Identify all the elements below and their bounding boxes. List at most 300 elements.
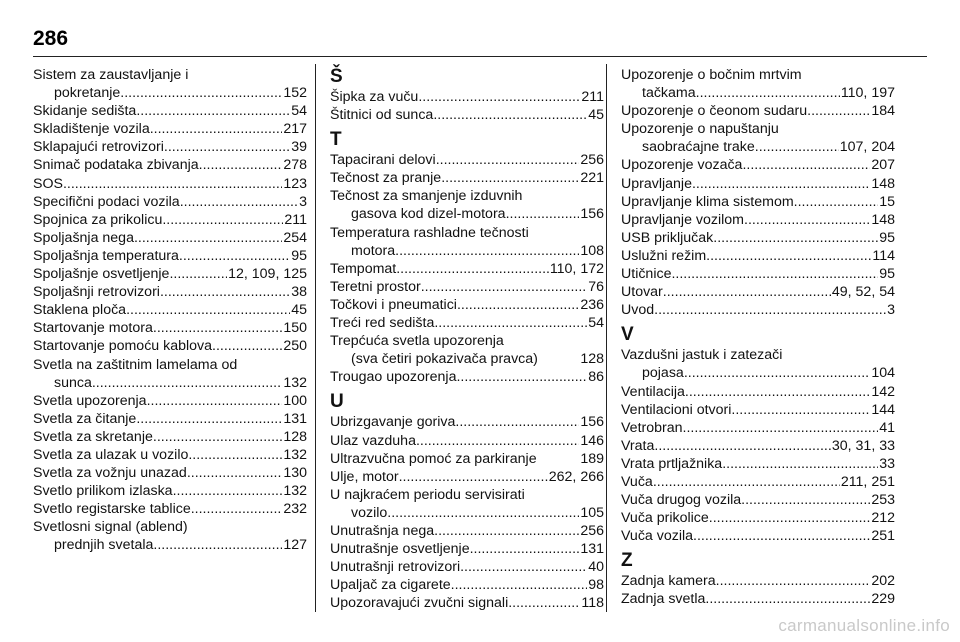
page-reference: 251: [871, 528, 895, 545]
index-entry: [330, 332, 604, 368]
entry-heading-line: Svetlosni signal (ablend): [33, 519, 188, 536]
dot-leader: [755, 138, 839, 156]
entry-heading-line: Sistem za zaustavljanje i: [33, 67, 189, 83]
entry-term: Upaljač za cigarete: [330, 577, 451, 594]
index-entry: [33, 356, 307, 392]
section-letter: Š: [330, 66, 343, 87]
entry-line: [33, 283, 307, 301]
dot-leader: [684, 364, 871, 382]
index-entry: [330, 558, 604, 576]
watermark: carmanualsonline.info: [778, 616, 950, 635]
section-letter: U: [330, 391, 344, 413]
dot-leader: [654, 301, 886, 319]
index-entry: [621, 346, 895, 382]
dot-leader: [147, 392, 283, 410]
page-reference: 156: [580, 206, 604, 223]
entry-term: Točkovi i pneumatici: [330, 296, 457, 313]
page-reference: 254: [283, 229, 307, 246]
dot-leader: [212, 337, 282, 355]
index-entry: [621, 265, 895, 283]
entry-term: Vuča: [621, 473, 653, 490]
entry-line: [330, 260, 604, 278]
entry-line: [330, 205, 604, 223]
entry-term: Upozorenje vozača: [621, 157, 743, 174]
index-entry: [33, 283, 307, 301]
entry-term: Ventilacija: [621, 383, 685, 400]
entry-line: [33, 138, 307, 156]
index-entry: [330, 486, 604, 522]
index-entry: [621, 527, 895, 545]
entry-line: [330, 522, 604, 540]
entry-line: [33, 446, 307, 464]
entry-term: Svetla za skretanje: [33, 428, 153, 445]
dot-leader: [153, 536, 282, 554]
header-rule: [33, 56, 927, 57]
index-entry: [33, 518, 307, 554]
entry-term: Vrata prtljažnika: [621, 455, 723, 472]
entry-heading-line: Vazdušni jastuk i zatezači: [621, 347, 783, 364]
dot-leader: [731, 401, 870, 419]
entry-term: Štitnici od sunca: [330, 107, 434, 124]
page-reference: 39: [291, 139, 307, 156]
entry-line: [621, 590, 895, 608]
entry-term: Utovar: [621, 284, 663, 301]
entry-term: Spoljašnja temperatura: [33, 247, 179, 264]
entry-line: [621, 301, 895, 319]
entry-term: saobraćajne trake: [642, 139, 755, 156]
dot-leader: [179, 247, 290, 265]
entry-term: Tečnost za pranje: [330, 170, 442, 187]
entry-term: Ulaz vazduha: [330, 432, 416, 449]
entry-term: Svetlo registarske tablice: [33, 501, 191, 518]
index-entry: [33, 482, 307, 500]
index-entry: [33, 66, 307, 102]
page-reference: 105: [580, 504, 604, 521]
index-entry: [33, 102, 307, 120]
page-reference: 118: [581, 595, 604, 612]
page-reference: 236: [580, 296, 604, 313]
page-reference: 221: [580, 170, 604, 187]
page-number: 286: [33, 27, 69, 50]
dot-leader: [173, 482, 283, 500]
dot-leader: [705, 590, 870, 608]
page-reference: 132: [283, 483, 307, 500]
page-reference: 148: [871, 175, 895, 192]
entry-line: [33, 428, 307, 446]
index-entry: [621, 491, 895, 509]
entry-line: [621, 572, 895, 590]
entry-term: (sva četiri pokazivača pravca): [351, 351, 538, 368]
entry-line: [330, 413, 604, 431]
page-reference: 98: [588, 577, 604, 594]
entry-term: Tempomat: [330, 260, 397, 277]
page-reference: 3: [887, 302, 895, 319]
page-reference: 95: [879, 229, 895, 246]
page-reference: 150: [283, 320, 307, 337]
index-entry: [330, 450, 604, 468]
entry-line: [330, 368, 604, 386]
page-reference: 207: [871, 157, 895, 174]
page-reference: 54: [291, 103, 307, 120]
page-reference: 114: [872, 247, 895, 264]
entry-line: [330, 594, 604, 612]
page-reference: 256: [580, 522, 604, 539]
page-reference: 211, 251: [840, 473, 895, 490]
entry-term: Startovanje motora: [33, 320, 153, 337]
entry-term: Vetrobran: [621, 419, 683, 436]
entry-term: Spoljašnje osvetljenje: [33, 266, 170, 283]
page-reference: 148: [871, 211, 895, 228]
dot-leader: [741, 491, 870, 509]
entry-line: [330, 314, 604, 332]
entry-term: Upozoravajući zvučni signali: [330, 595, 509, 612]
entry-term: Trougao upozorenja: [330, 369, 457, 386]
index-entry: [33, 319, 307, 337]
index-entry: [621, 301, 895, 319]
entry-term: Ventilacioni otvori: [621, 401, 732, 418]
page-reference: 15: [879, 193, 895, 210]
dot-leader: [470, 540, 580, 558]
dot-leader: [126, 301, 290, 319]
entry-line: [621, 84, 895, 102]
entry-term: Unutrašnji retrovizori: [330, 559, 461, 576]
entry-line: [621, 193, 895, 211]
dot-leader: [150, 120, 283, 138]
entry-line: [330, 88, 604, 106]
index-entry: [330, 187, 604, 223]
entry-heading-line: Svetla na zaštitnim lamelama od: [33, 356, 238, 373]
dot-leader: [136, 410, 282, 428]
index-entry: [33, 175, 307, 193]
entry-line: [33, 337, 307, 355]
page-reference: 253: [871, 492, 895, 509]
section-letter: T: [330, 129, 342, 151]
page-reference: 156: [580, 414, 604, 431]
index-entry: [33, 410, 307, 428]
entry-line: [33, 536, 307, 554]
dot-leader: [153, 428, 282, 446]
index-entry: [621, 102, 895, 120]
entry-term: Utičnice: [621, 266, 672, 283]
entry-line: [330, 151, 604, 169]
entry-term: Tapacirani delovi: [330, 152, 436, 169]
index-entry: [330, 540, 604, 558]
index-entry: [33, 247, 307, 265]
entry-heading-line: Tečnost za smanjenje izduvnih: [330, 188, 523, 205]
index-entry: [330, 468, 604, 486]
entry-heading-line: U najkraćem periodu servisirati: [330, 486, 525, 503]
dot-leader: [191, 500, 283, 518]
entry-line: [33, 482, 307, 500]
entry-term: Skidanje sedišta: [33, 103, 137, 120]
dot-leader: [416, 432, 579, 450]
page-reference: 45: [291, 302, 307, 319]
page-reference: 211: [284, 211, 307, 228]
index-entry: [621, 473, 895, 491]
entry-line: [621, 509, 895, 527]
index-entry: [330, 576, 604, 594]
dot-leader: [713, 229, 878, 247]
page-reference: 110, 172: [549, 260, 604, 277]
index-entry: [33, 464, 307, 482]
dot-leader: [169, 265, 227, 283]
dot-leader: [654, 437, 830, 455]
page-reference: 95: [879, 266, 895, 283]
entry-term: Šipka za vuču: [330, 89, 419, 105]
dot-leader: [506, 205, 580, 223]
entry-line: [33, 392, 307, 410]
index-entry: [33, 211, 307, 229]
entry-line: [621, 102, 895, 120]
dot-leader: [421, 278, 588, 296]
entry-line: [33, 374, 307, 392]
page-reference: 33: [879, 455, 895, 472]
index-column-3: [621, 66, 895, 609]
entry-term: motora: [351, 242, 396, 259]
entry-term: Sklapajući retrovizori: [33, 139, 164, 156]
entry-term: Spojnica za prikolicu: [33, 211, 163, 228]
index-entry: [330, 224, 604, 260]
index-entry: [621, 437, 895, 455]
index-entry: [33, 428, 307, 446]
page-reference: 40: [588, 559, 604, 576]
entry-line: [33, 247, 307, 265]
dot-leader: [508, 594, 580, 612]
entry-term: Zadnja svetla: [621, 591, 706, 608]
entry-term: Vrata: [621, 437, 655, 454]
entry-line: [33, 211, 307, 229]
index-column-1: [33, 66, 307, 555]
dot-leader: [162, 211, 283, 229]
page-reference: 107, 204: [839, 139, 895, 156]
page-reference: 256: [580, 152, 604, 169]
index-entry: [621, 175, 895, 193]
index-entry: [330, 106, 604, 124]
entry-term: vozilo: [351, 504, 388, 521]
page-reference: 278: [283, 157, 307, 174]
entry-term: Upravljanje: [621, 175, 692, 192]
page-reference: 250: [283, 338, 307, 355]
entry-line: [330, 432, 604, 450]
page-reference: 146: [580, 432, 604, 449]
entry-term: Spoljašnja nega: [33, 229, 134, 246]
dot-leader: [709, 509, 871, 527]
page-reference: 45: [588, 107, 604, 124]
index-entry: [621, 247, 895, 265]
dot-leader: [683, 419, 879, 437]
dot-leader: [399, 468, 548, 486]
entry-line: [330, 296, 604, 314]
entry-line: [33, 229, 307, 247]
dot-leader: [455, 413, 579, 431]
page-reference: 41: [879, 419, 895, 436]
entry-line: [33, 156, 307, 174]
entry-line: [621, 175, 895, 193]
dot-leader: [671, 265, 878, 283]
index-entry: [330, 260, 604, 278]
entry-term: Uslužni režim: [621, 247, 707, 264]
entry-term: tačkama: [642, 85, 696, 102]
entry-term: Svetla za čitanje: [33, 410, 137, 427]
entry-line: [621, 491, 895, 509]
entry-term: Ubrizgavanje goriva: [330, 414, 456, 431]
dot-leader: [418, 88, 580, 106]
entry-term: Unutrašnje osvetljenje: [330, 541, 470, 558]
index-entry: [33, 392, 307, 410]
entry-line: [330, 576, 604, 594]
entry-term: pokretanje: [54, 85, 121, 102]
page-reference: 108: [580, 242, 604, 259]
index-entry: [33, 301, 307, 319]
index-entry: [330, 169, 604, 187]
entry-line: [33, 84, 307, 102]
dot-leader: [153, 319, 282, 337]
entry-heading-line: Upozorenje o napuštanju: [621, 121, 779, 138]
entry-line: [621, 265, 895, 283]
page-reference: 30, 31, 33: [831, 437, 895, 454]
entry-term: Staklena ploča: [33, 302, 127, 319]
index-entry: [330, 594, 604, 612]
index-entry: [330, 432, 604, 450]
entry-line: [33, 175, 307, 193]
entry-line: [621, 247, 895, 265]
dot-leader: [188, 446, 282, 464]
page-reference: 184: [871, 103, 895, 120]
entry-line: [621, 156, 895, 174]
entry-line: [330, 106, 604, 124]
dot-leader: [685, 383, 870, 401]
entry-line: [33, 301, 307, 319]
entry-term: Upozorenje o čeonom sudaru: [621, 103, 808, 120]
entry-line: [33, 464, 307, 482]
page-reference: 152: [283, 85, 307, 102]
index-entry: [621, 229, 895, 247]
index-column-2: [330, 66, 604, 612]
index-entry: [33, 446, 307, 464]
entry-line: [621, 401, 895, 419]
dot-leader: [63, 175, 282, 193]
dot-leader: [807, 102, 870, 120]
entry-term: Svetla upozorenja: [33, 392, 147, 409]
entry-term: Specifični podaci vozila: [33, 193, 180, 210]
entry-line: [621, 383, 895, 401]
dot-leader: [692, 175, 870, 193]
dot-leader: [693, 527, 870, 545]
page-reference: 144: [871, 401, 895, 418]
index-entry: [33, 500, 307, 518]
entry-line: [33, 193, 307, 211]
entry-term: Uvod: [621, 302, 655, 319]
index-entry: [330, 151, 604, 169]
index-entry: [33, 265, 307, 283]
dot-leader: [136, 102, 290, 120]
page-reference: 100: [283, 392, 307, 409]
index-entry: [330, 88, 604, 106]
entry-line: [330, 350, 604, 368]
entry-term: Upravljanje klima sistemom: [621, 193, 794, 210]
page-reference: 217: [283, 121, 307, 138]
entry-term: Vuča drugog vozila: [621, 492, 742, 509]
index-entry: [621, 455, 895, 473]
entry-line: [330, 278, 604, 296]
entry-heading-line: Temperatura rashladne tečnosti: [330, 224, 529, 241]
dot-leader: [434, 314, 587, 332]
index-entry: [330, 522, 604, 540]
dot-leader: [716, 572, 871, 590]
entry-line: [621, 138, 895, 156]
entry-term: Upravljanje vozilom: [621, 211, 745, 228]
entry-term: SOS: [33, 175, 63, 192]
page-reference: 38: [291, 284, 307, 301]
dot-leader: [396, 260, 549, 278]
dot-leader: [744, 211, 870, 229]
page-reference: 110, 197: [840, 85, 895, 102]
page-reference: 132: [283, 374, 307, 391]
entry-line: [621, 283, 895, 301]
entry-term: Snimač podataka zbivanja: [33, 157, 199, 174]
index-entry: [33, 229, 307, 247]
dot-leader: [434, 522, 579, 540]
entry-line: [621, 419, 895, 437]
page-reference: 131: [283, 410, 307, 427]
dot-leader: [433, 106, 587, 124]
entry-line: [621, 473, 895, 491]
index-entry: [621, 120, 895, 156]
page-reference: 212: [871, 510, 895, 527]
index-entry: [33, 193, 307, 211]
page-reference: 54: [588, 315, 604, 332]
dot-leader: [160, 283, 290, 301]
entry-term: Unutrašnja nega: [330, 522, 435, 539]
page-reference: 123: [283, 175, 307, 192]
dot-leader: [653, 473, 840, 491]
entry-term: Vuča vozila: [621, 528, 694, 545]
dot-leader: [706, 247, 871, 265]
entry-line: [621, 211, 895, 229]
page-reference: 229: [871, 591, 895, 608]
page-reference: 262, 266: [548, 468, 604, 485]
entry-term: Startovanje pomoću kablova: [33, 338, 213, 355]
dot-leader: [456, 368, 587, 386]
entry-term: Svetla za vožnju unazad: [33, 465, 187, 482]
dot-leader: [722, 455, 878, 473]
entry-term: Vuča prikolice: [621, 510, 709, 527]
entry-term: sunca: [54, 374, 92, 391]
entry-term: USB priključak: [621, 229, 714, 246]
entry-heading-line: Upozorenje o bočnim mrtvim: [621, 67, 802, 83]
entry-term: Ulje, motor: [330, 468, 399, 485]
dot-leader: [696, 84, 840, 102]
entry-term: Zadnja kamera: [621, 573, 716, 590]
page-reference: 104: [871, 365, 895, 382]
page-reference: 211: [581, 89, 604, 105]
entry-term: Svetlo prilikom izlaska: [33, 483, 173, 500]
index-entry: [33, 337, 307, 355]
dot-leader: [794, 193, 879, 211]
dot-leader: [441, 169, 579, 187]
entry-line: [33, 265, 307, 283]
page-reference: 142: [871, 383, 895, 400]
dot-leader: [395, 242, 579, 260]
page-reference: 3: [299, 193, 307, 210]
page-reference: 127: [283, 537, 307, 554]
entry-term: Spoljašnji retrovizori: [33, 284, 160, 301]
entry-line: [330, 558, 604, 576]
dot-leader: [180, 193, 298, 211]
entry-line: [33, 102, 307, 120]
dot-leader: [187, 464, 283, 482]
entry-line: [330, 169, 604, 187]
